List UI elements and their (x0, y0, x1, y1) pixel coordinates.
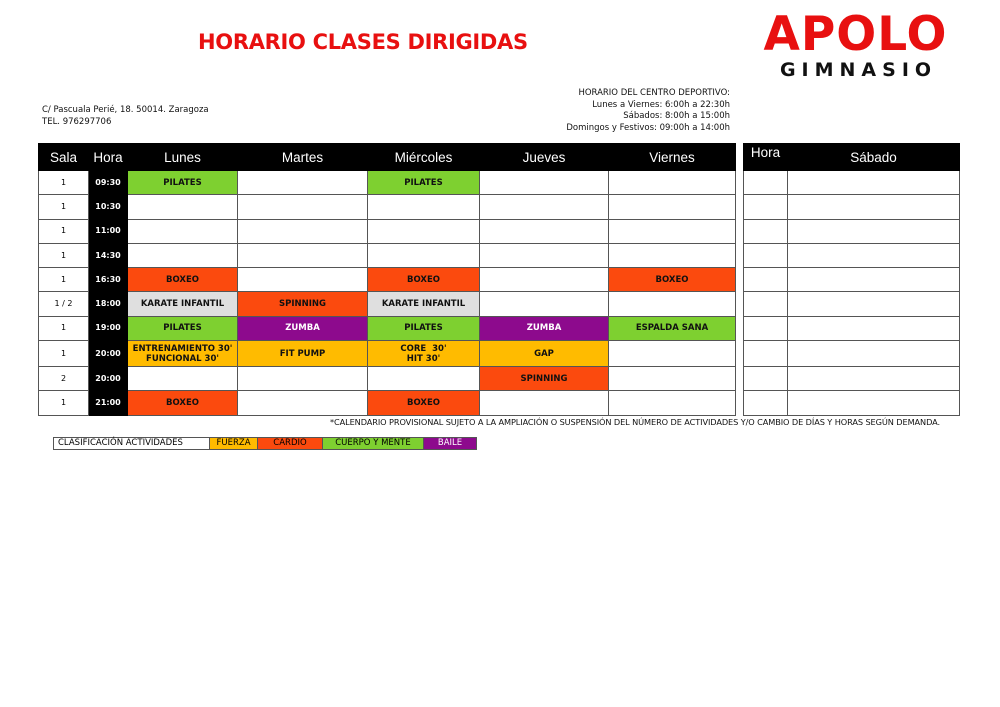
class-cell: BOXEO (609, 268, 736, 292)
class-cell (238, 367, 368, 391)
header-viernes: Viernes (609, 144, 736, 171)
sala-cell: 1 (39, 268, 89, 292)
class-cell (788, 219, 960, 243)
hora-cell (744, 219, 788, 243)
class-cell (238, 219, 368, 243)
hours-saturday: Sábados: 8:00h a 15:00h (623, 111, 730, 121)
table-row (744, 195, 960, 219)
hora-cell: 18:00 (89, 292, 128, 316)
class-cell (788, 171, 960, 195)
hours-weekdays: Lunes a Viernes: 6:00h a 22:30h (592, 99, 730, 110)
table-row (744, 341, 960, 367)
class-cell (128, 367, 238, 391)
legend-cardio: CARDIO (257, 438, 322, 449)
hora-cell: 16:30 (89, 268, 128, 292)
header-martes: Martes (238, 144, 368, 171)
class-cell (368, 243, 480, 267)
table-row (39, 195, 736, 219)
hora-cell: 14:30 (89, 243, 128, 267)
class-cell (609, 341, 736, 367)
table-row (744, 219, 960, 243)
hora-cell: 19:00 (89, 316, 128, 340)
header-hora: Hora (89, 144, 128, 171)
table-row (39, 171, 736, 195)
class-line: FUNCIONAL 30' (146, 353, 219, 364)
address-line: C/ Pascuala Perié, 18. 50014. Zaragoza (42, 105, 209, 115)
class-cell (788, 243, 960, 267)
class-cell (368, 367, 480, 391)
table-row (744, 367, 960, 391)
class-cell (128, 341, 238, 367)
table-row (744, 292, 960, 316)
class-cell: KARATE INFANTIL (368, 292, 480, 316)
header-sabado: Sábado (788, 144, 960, 171)
logo-sub-text: GIMNASIO (779, 59, 938, 81)
class-cell (480, 391, 609, 415)
class-cell (368, 341, 480, 367)
table-row (744, 171, 960, 195)
hora-cell (744, 367, 788, 391)
class-cell (788, 292, 960, 316)
table-header-row (39, 144, 736, 171)
class-cell (480, 243, 609, 267)
class-cell (788, 268, 960, 292)
legend-label: CLASIFICACIÓN ACTIVIDADES (54, 438, 209, 449)
class-cell: FIT PUMP (238, 341, 368, 367)
class-cell (480, 268, 609, 292)
sala-cell: 1 (39, 171, 89, 195)
class-cell: BOXEO (128, 391, 238, 415)
class-cell (609, 391, 736, 415)
class-cell: GAP (480, 341, 609, 367)
table-row (39, 292, 736, 316)
class-cell: SPINNING (238, 292, 368, 316)
class-cell (128, 219, 238, 243)
header-jueves: Jueves (480, 144, 609, 171)
hora-cell: 20:00 (89, 341, 128, 367)
class-cell (609, 243, 736, 267)
hora-cell (744, 268, 788, 292)
class-cell (238, 195, 368, 219)
table-row (744, 316, 960, 340)
hora-cell (744, 292, 788, 316)
class-cell (238, 268, 368, 292)
class-cell (480, 219, 609, 243)
class-cell: ZUMBA (238, 316, 368, 340)
class-cell (480, 171, 609, 195)
hours-title: HORARIO DEL CENTRO DEPORTIVO: (578, 88, 730, 98)
provisional-note: *CALENDARIO PROVISIONAL SUJETO A LA AMPLIACIÓN O SUSPENSIÓN DEL NÚMERO DE ACTIVIDADES Y/O CAMBIO DE DÍAS Y HORAS SEGÚN DEMANDA. (330, 417, 940, 427)
hora-cell: 11:00 (89, 219, 128, 243)
class-cell: PILATES (128, 316, 238, 340)
class-cell: PILATES (368, 316, 480, 340)
class-cell (128, 195, 238, 219)
header-miercoles: Miércoles (368, 144, 480, 171)
class-cell (788, 341, 960, 367)
hora-cell: 10:30 (89, 195, 128, 219)
class-cell: ESPALDA SANA (609, 316, 736, 340)
class-cell (788, 195, 960, 219)
hora-cell (744, 391, 788, 415)
table-row (39, 243, 736, 267)
logo-main-text: APOLO (763, 7, 948, 62)
class-cell: BOXEO (368, 268, 480, 292)
sala-cell: 2 (39, 367, 89, 391)
hora-cell (744, 171, 788, 195)
class-cell: BOXEO (128, 268, 238, 292)
table-header-row (744, 144, 960, 171)
apolo-logo (758, 7, 953, 81)
hora-cell (744, 195, 788, 219)
class-cell (238, 171, 368, 195)
hora-cell: 20:00 (89, 367, 128, 391)
table-row (744, 268, 960, 292)
class-cell (238, 243, 368, 267)
legend-fuerza: FUERZA (209, 438, 257, 449)
header-hora-sabado: Hora (744, 144, 788, 171)
sala-cell: 1 (39, 316, 89, 340)
table-row (39, 268, 736, 292)
table-row (744, 243, 960, 267)
class-line: CORE 30' (400, 343, 447, 354)
sala-cell: 1 (39, 195, 89, 219)
class-cell (609, 195, 736, 219)
header-sala: Sala (39, 144, 89, 171)
sala-cell: 1 (39, 219, 89, 243)
hora-cell (744, 316, 788, 340)
class-cell (788, 367, 960, 391)
table-row (39, 367, 736, 391)
legend-baile: BAILE (423, 438, 476, 449)
weekday-schedule-table (38, 143, 736, 416)
table-row (39, 391, 736, 415)
activity-legend (53, 437, 477, 450)
class-cell (788, 391, 960, 415)
page-title: HORARIO CLASES DIRIGIDAS (198, 30, 528, 54)
class-cell (609, 292, 736, 316)
class-cell (609, 367, 736, 391)
sala-cell: 1 / 2 (39, 292, 89, 316)
class-cell (368, 219, 480, 243)
saturday-schedule-table (743, 143, 960, 416)
class-cell: PILATES (128, 171, 238, 195)
legend-cuerpo-y-mente: CUERPO Y MENTE (322, 438, 423, 449)
class-cell: ZUMBA (480, 316, 609, 340)
class-cell: SPINNING (480, 367, 609, 391)
class-cell (480, 292, 609, 316)
table-row (39, 316, 736, 340)
class-line: ENTRENAMIENTO 30' (132, 343, 233, 354)
phone-line: TEL. 976297706 (42, 117, 112, 127)
class-cell: BOXEO (368, 391, 480, 415)
opening-hours (566, 88, 730, 134)
table-row (39, 341, 736, 367)
hours-sunday: Domingos y Festivos: 09:00h a 14:00h (566, 122, 730, 133)
sala-cell: 1 (39, 391, 89, 415)
hora-cell (744, 243, 788, 267)
class-line: HIT 30' (406, 353, 441, 364)
class-cell: PILATES (368, 171, 480, 195)
class-cell (609, 171, 736, 195)
sala-cell: 1 (39, 341, 89, 367)
class-cell (788, 316, 960, 340)
header-lunes: Lunes (128, 144, 238, 171)
class-cell (368, 195, 480, 219)
hora-cell (744, 341, 788, 367)
table-row (744, 391, 960, 415)
sala-cell: 1 (39, 243, 89, 267)
class-cell (238, 391, 368, 415)
hora-cell: 09:30 (89, 171, 128, 195)
address-block (42, 104, 209, 128)
class-cell (128, 243, 238, 267)
class-cell (609, 219, 736, 243)
table-row (39, 219, 736, 243)
hora-cell: 21:00 (89, 391, 128, 415)
class-cell (480, 195, 609, 219)
class-cell: KARATE INFANTIL (128, 292, 238, 316)
